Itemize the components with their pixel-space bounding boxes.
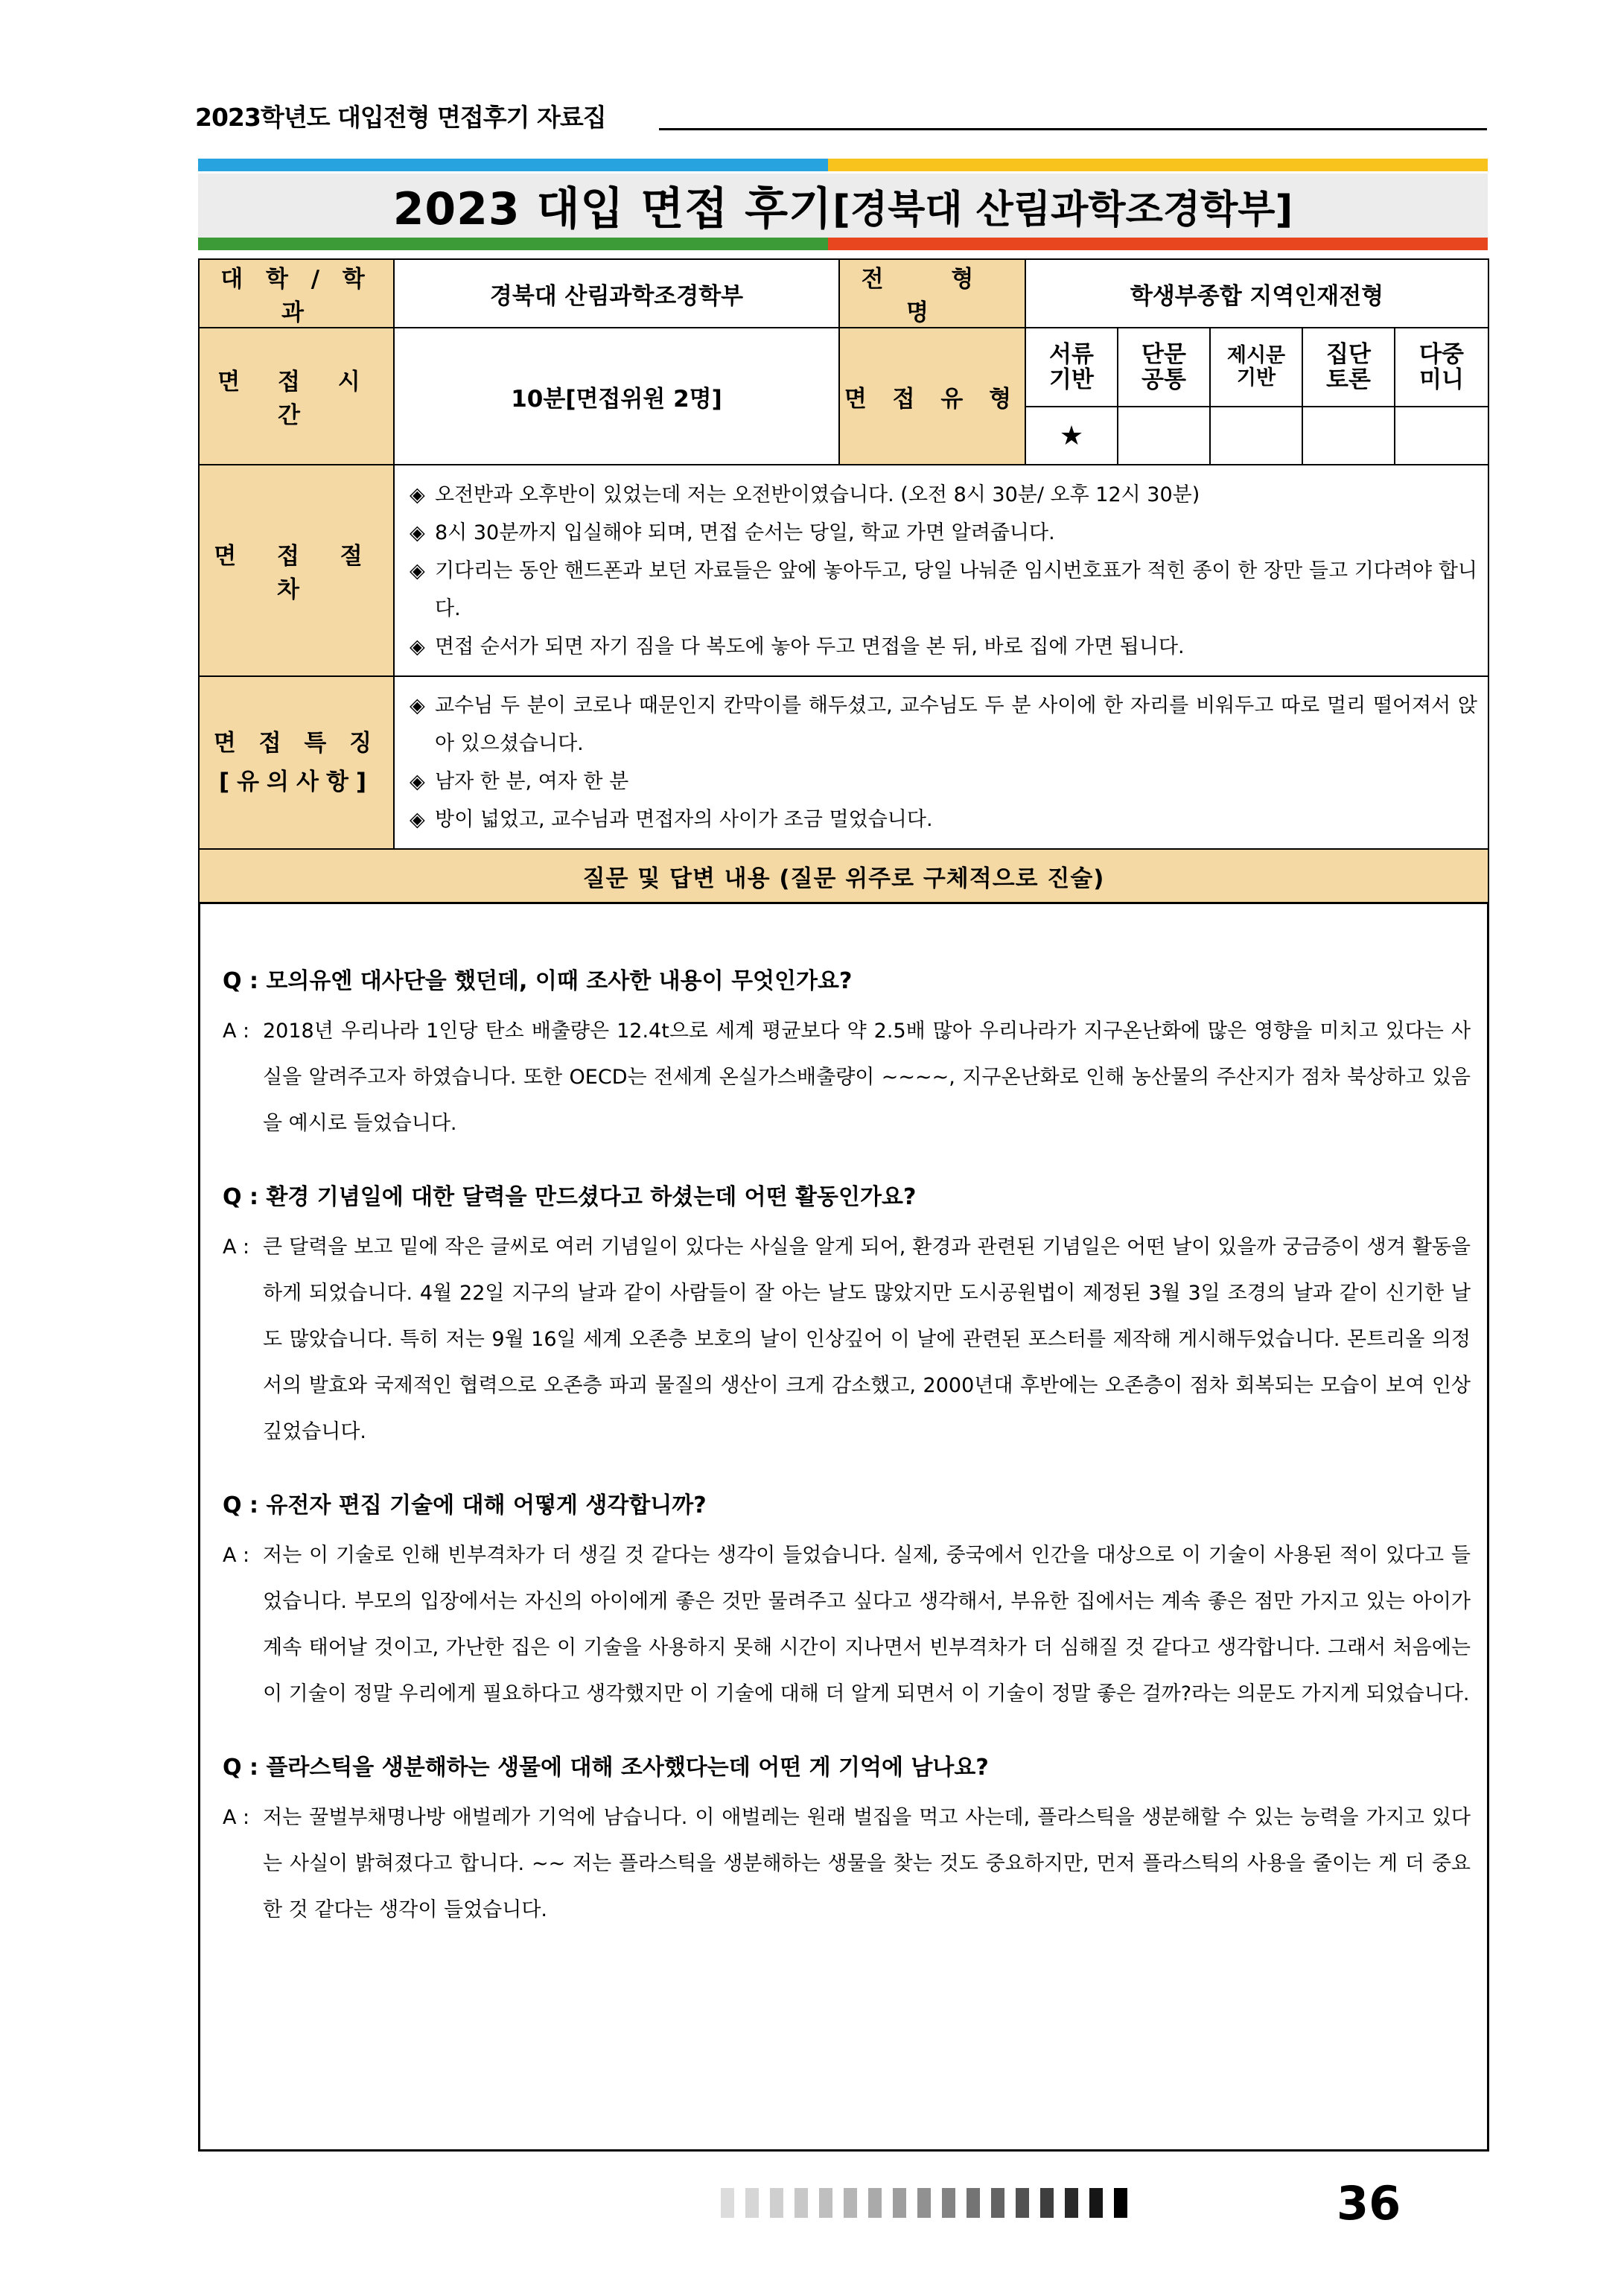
diamond-bullet-icon: ◈ — [410, 770, 425, 793]
interview-info-table — [198, 258, 1489, 903]
footer-block — [1114, 2188, 1127, 2218]
question: Q : 모의유엔 대사단을 했던데, 이때 조사한 내용이 무엇인가요? — [223, 968, 853, 994]
procedure-content — [394, 465, 1488, 676]
diamond-bullet-icon: ◈ — [410, 635, 425, 658]
footer-block — [770, 2188, 783, 2218]
diamond-bullet-icon: ◈ — [410, 483, 425, 506]
color-bar-top-right — [828, 159, 1488, 171]
question: Q : 유전자 편집 기술에 대해 어떻게 생각합니까? — [223, 1492, 707, 1519]
footer-block — [893, 2188, 906, 2218]
feature-item: ◈ 교수님 두 분이 코로나 때문인지 칸막이를 해두셨고, 교수님도 두 분 사이에 한 자리를 비워두고 따로 멀리 떨어져서 앉아 있으셨습니다. — [410, 687, 1477, 763]
footer-block — [1065, 2188, 1078, 2218]
admission-type-label: 전 형 명 — [839, 259, 1025, 328]
feature-item: ◈ 방이 넓었고, 교수님과 면접자의 사이가 조금 멀었습니다. — [410, 801, 1477, 839]
format-mark-empty — [1210, 407, 1302, 465]
features-content — [394, 676, 1488, 849]
footer-block — [868, 2188, 882, 2218]
diamond-bullet-icon: ◈ — [410, 808, 425, 831]
footer-block — [917, 2188, 931, 2218]
qa-list — [223, 967, 1471, 1969]
star-mark: ★ — [1025, 407, 1118, 465]
format-multiple-mini: 다중 미니 — [1395, 328, 1488, 407]
format-mark-empty — [1395, 407, 1488, 465]
color-bar-top-left — [198, 159, 828, 171]
procedure-label: 면 접 절 차 — [199, 465, 394, 676]
answer: A : 저는 이 기술로 인해 빈부격차가 더 생길 것 같다는 생각이 들었습니다. 실제, 중국에서 인간을 대상으로 이 기술이 사용된 적이 있다고 들었습니다. 부모의 입장에서는 자신의 아이에게 좋은 것만 물려주고 싶다고 생각해서, 부유한 집에서는 계속 좋은 점만 가지고 있는 아이가 계속 태어날 것이고, 가난한 집은 이 기술을 사용하지 못해 시간이 지나면서 빈부격차가 더 심해질 것 같다고 생각합니다. 그래서 처음에는 이 기술이 정말 우리에게 필요하다고 생각했지만 이 기술에 대해 더 알게 되면서 이 기술이 정말 좋은 걸까?라는 의문도 가지게 되었습니다. — [223, 1544, 1471, 1705]
title-sub: [경북대 산림과학조경학부] — [832, 187, 1293, 232]
format-mark-empty — [1118, 407, 1210, 465]
format-label: 면 접 유 형 — [839, 328, 1025, 465]
question: Q : 환경 기념일에 대한 달력을 만드셨다고 하셨는데 어떤 활동인가요? — [223, 1184, 917, 1210]
univ-label: 대 학 / 학 과 — [199, 259, 394, 328]
feature-item: ◈ 남자 한 분, 여자 한 분 — [410, 763, 1477, 801]
page-number: 36 — [1337, 2176, 1401, 2230]
footer-block — [1089, 2188, 1103, 2218]
diamond-bullet-icon: ◈ — [410, 694, 425, 717]
running-title-underline — [659, 128, 1487, 130]
footer-gradient-blocks — [721, 2188, 1139, 2218]
document-title — [198, 174, 1488, 238]
title-main: 2023 대입 면접 후기 — [392, 183, 833, 235]
format-document-based: 서류 기반 — [1025, 328, 1118, 407]
qa-box — [198, 903, 1489, 2152]
footer-block — [967, 2188, 980, 2218]
features-label-title: 면 접 특 징 — [213, 730, 380, 757]
procedure-item: ◈ 기다리는 동안 핸드폰과 보던 자료들은 앞에 놓아두고, 당일 나눠준 임시번호표가 적힌 종이 한 장만 들고 기다려야 합니다. — [410, 552, 1477, 628]
footer-block — [1016, 2188, 1029, 2218]
running-title: 2023학년도 대입전형 면접후기 자료집 — [195, 103, 606, 132]
qa-item — [223, 967, 1471, 1147]
footer-block — [1040, 2188, 1054, 2218]
answer: A : 저는 꿀벌부채명나방 애벌레가 기억에 남습니다. 이 애벌레는 원래 벌집을 먹고 사는데, 플라스틱을 생분해할 수 있는 능력을 가지고 있다는 사실이 밝혀졌다고 합니다. ~~ 저는 플라스틱을 생분해하는 생물을 찾는 것도 중요하지만, 먼저 플라스틱의 사용을 줄이는 게 더 중요한 것 같다는 생각이 들었습니다. — [223, 1806, 1471, 1921]
time-label: 면 접 시 간 — [199, 328, 394, 465]
question: Q : 플라스틱을 생분해하는 생물에 대해 조사했다는데 어떤 게 기억에 남나요? — [223, 1755, 989, 1781]
procedure-item: ◈ 오전반과 오후반이 있었는데 저는 오전반이였습니다. (오전 8시 30분/ 오후 12시 30분) — [410, 476, 1477, 514]
features-label-caution: [유의사항] — [218, 769, 375, 795]
footer-block — [745, 2188, 759, 2218]
qa-item — [223, 1491, 1471, 1717]
diamond-bullet-icon: ◈ — [410, 559, 425, 582]
footer-block — [795, 2188, 808, 2218]
diamond-bullet-icon: ◈ — [410, 521, 425, 544]
features-label — [199, 676, 394, 849]
footer-block — [942, 2188, 955, 2218]
footer-block — [991, 2188, 1004, 2218]
qa-item — [223, 1183, 1471, 1455]
qa-section-header: 질문 및 답변 내용 (질문 위주로 구체적으로 진술) — [199, 849, 1488, 903]
answer: A : 큰 달력을 보고 밑에 작은 글씨로 여러 기념일이 있다는 사실을 알게 되어, 환경과 관련된 기념일은 어떤 날이 있을까 궁금증이 생겨 활동을 하게 되었습니다. 4월 22일 지구의 날과 같이 사람들이 잘 아는 날도 많았지만 도시공원법이 제정된 3월 3일 조경의 날과 같이 신기한 날도 많았습니다. 특히 저는 9월 16일 세계 오존층 보호의 날이 인상깊어 이 날에 관련된 포스터를 제작해 게시해두었습니다. 몬트리올 의정서의 발효와 국제적인 협력으로 오존층 파괴 물질의 생산이 크게 감소했고, 2000년대 후반에는 오존층이 점차 회복되는 모습이 보여 인상 깊었습니다. — [223, 1236, 1471, 1443]
procedure-item: ◈ 8시 30분까지 입실해야 되며, 면접 순서는 당일, 학교 가면 알려줍니다. — [410, 514, 1477, 552]
color-bar-bottom-right — [828, 238, 1488, 250]
admission-type-value: 학생부종합 지역인재전형 — [1025, 259, 1488, 328]
footer-block — [844, 2188, 857, 2218]
format-group-discussion: 집단 토론 — [1302, 328, 1395, 407]
procedure-item: ◈ 면접 순서가 되면 자기 짐을 다 복도에 놓아 두고 면접을 본 뒤, 바로 집에 가면 됩니다. — [410, 628, 1477, 666]
qa-item — [223, 1753, 1471, 1933]
format-short-common: 단문 공통 — [1118, 328, 1210, 407]
time-value: 10분[면접위원 2명] — [394, 328, 839, 465]
univ-value: 경북대 산림과학조경학부 — [394, 259, 839, 328]
answer: A : 2018년 우리나라 1인당 탄소 배출량은 12.4t으로 세계 평균보다 약 2.5배 많아 우리나라가 지구온난화에 많은 영향을 미치고 있다는 사실을 알려주고자 하였습니다. 또한 OECD는 전세계 온실가스배출량이 ~~~~, 지구온난화로 인해 농산물의 주산지가 점차 북상하고 있음을 예시로 들었습니다. — [223, 1020, 1471, 1135]
format-passage-based: 제시문 기반 — [1210, 328, 1302, 407]
footer-block — [721, 2188, 734, 2218]
color-bar-bottom-left — [198, 238, 828, 250]
footer-block — [819, 2188, 832, 2218]
format-mark-empty — [1302, 407, 1395, 465]
